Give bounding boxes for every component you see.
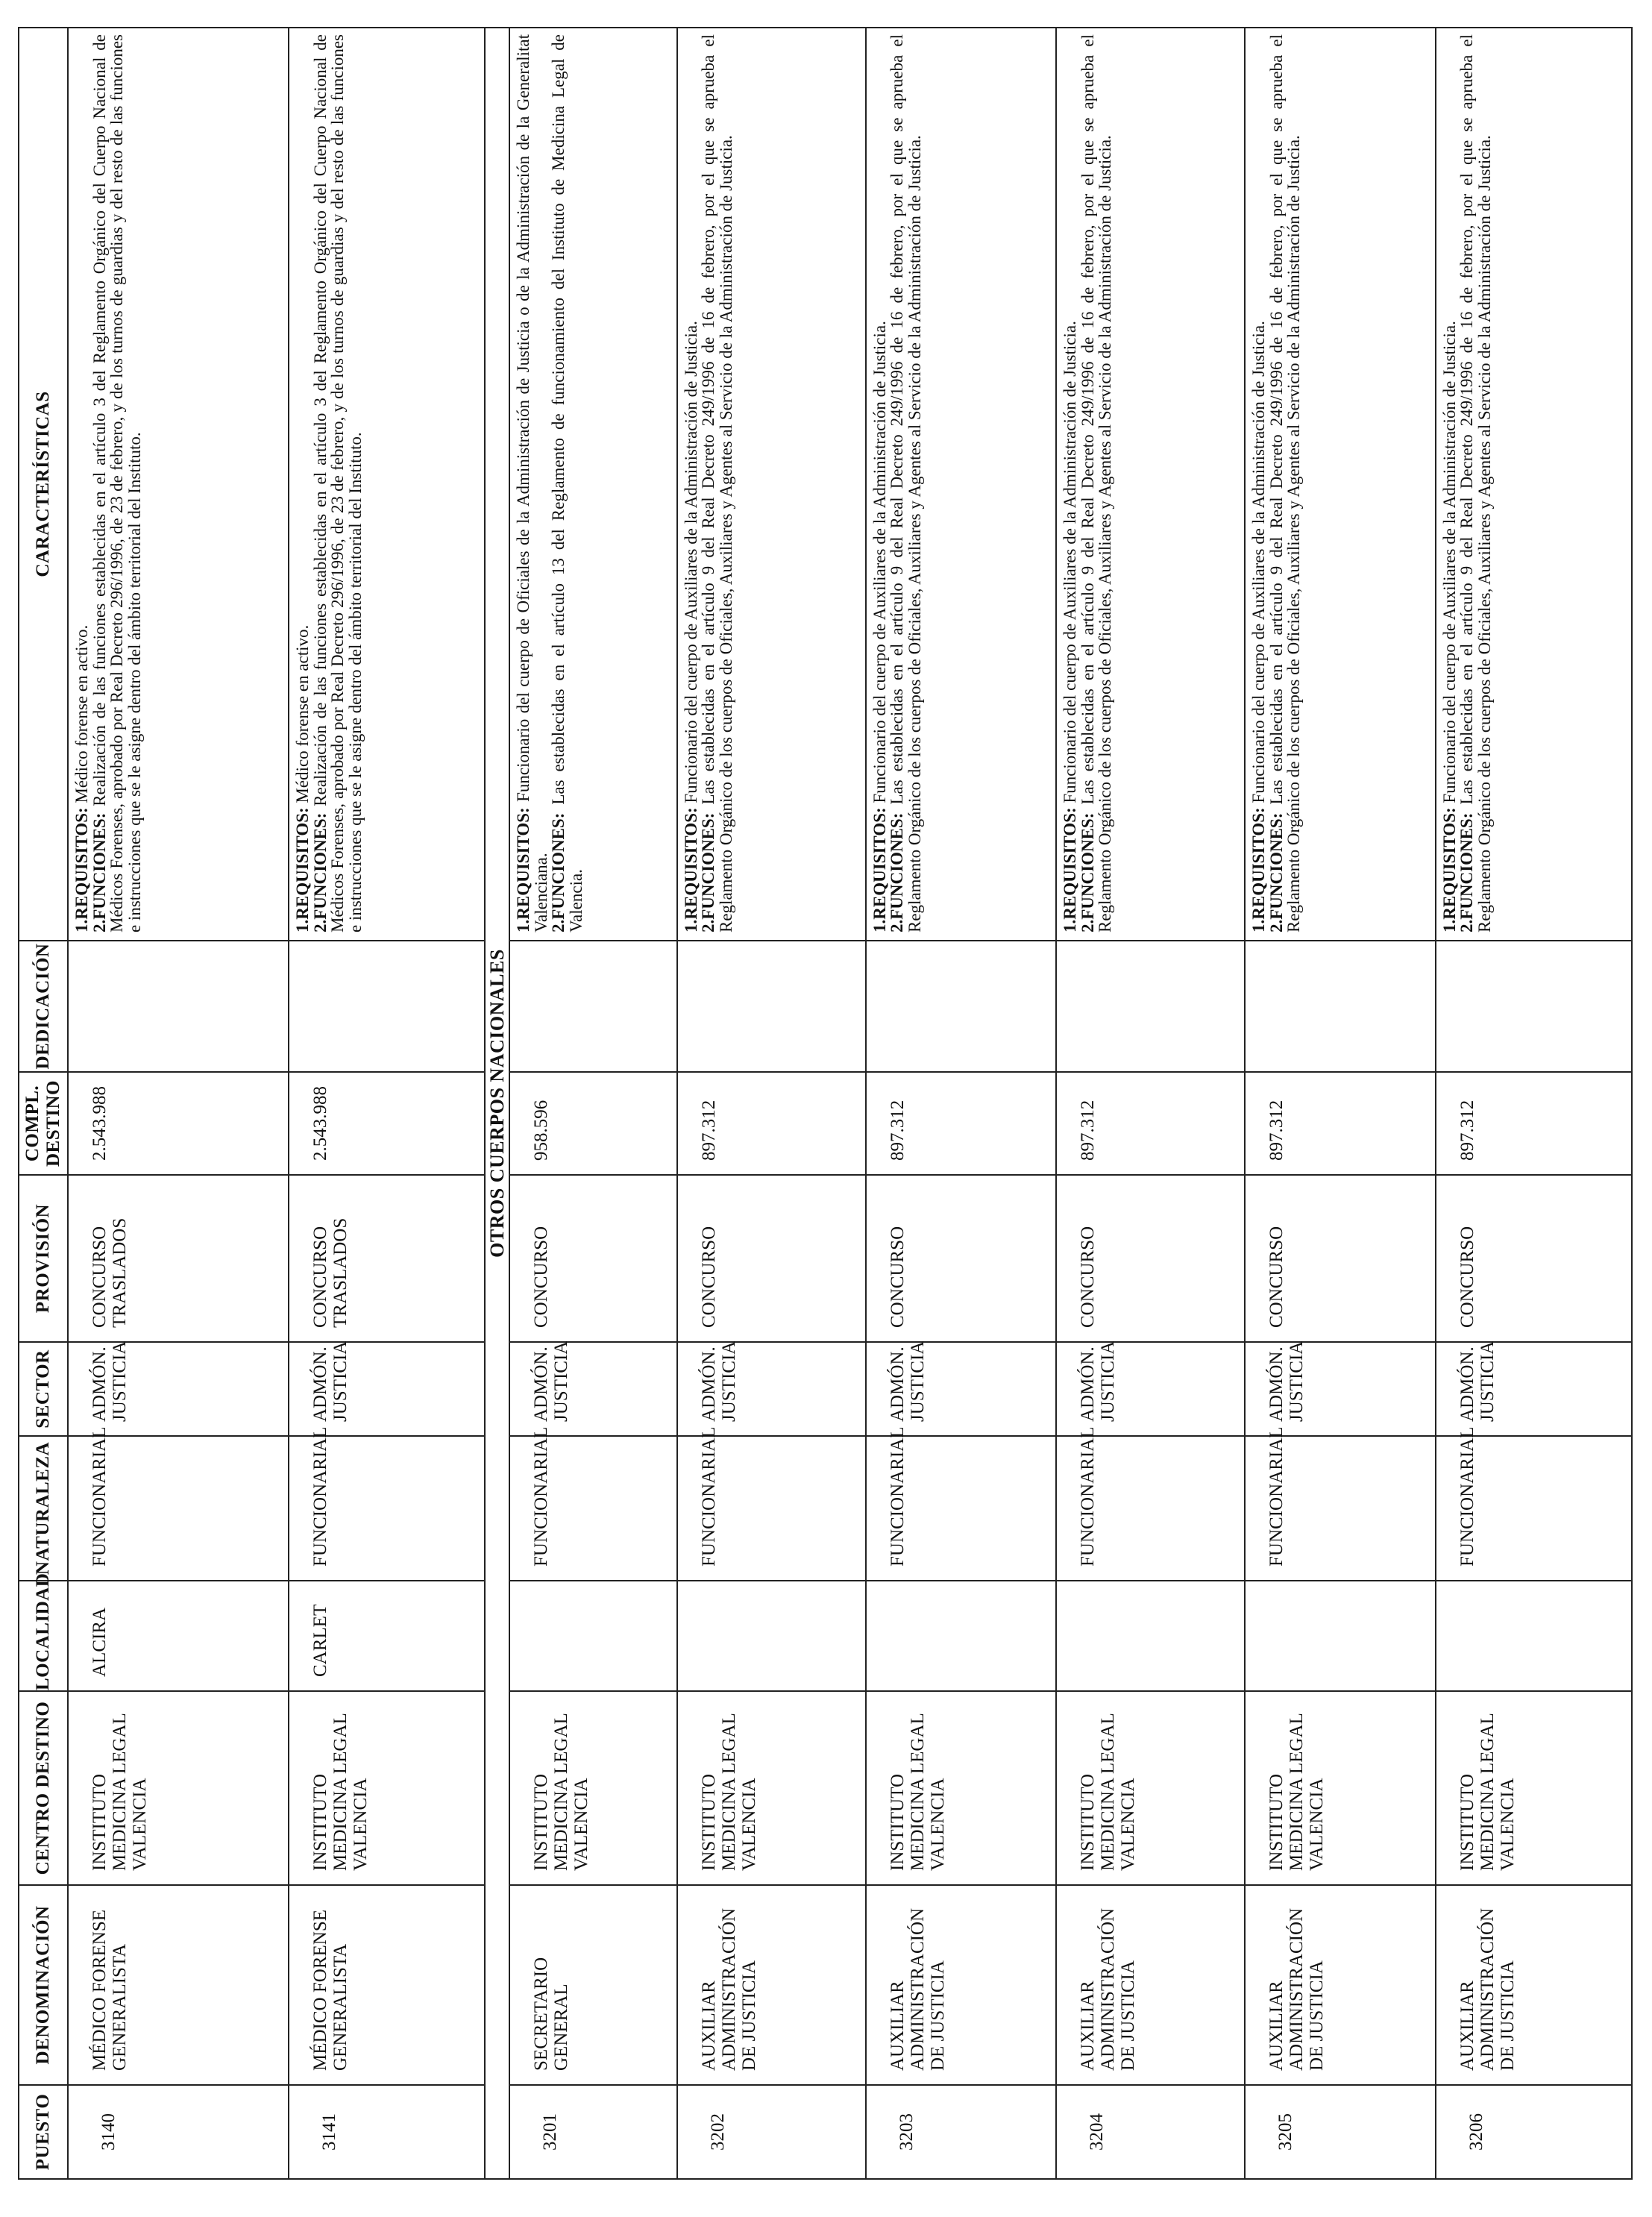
cell-localidad [1245,1581,1435,1691]
cell-dedicacion [509,941,677,1072]
requisitos-label: 1.REQUISITOS: [1439,807,1459,932]
cell-centro-destino: INSTITUTO MEDICINA LEGAL VALENCIA [1056,1691,1245,1885]
funciones-label: 2.FUNCIONES: [1266,812,1286,932]
table-row [1436,28,1632,2179]
funciones-label: 2.FUNCIONES: [1457,812,1477,932]
cell-denominacion: MÉDICO FORENSE GENERALISTA [68,1885,289,2085]
cell-naturaleza: FUNCIONARIAL [68,1436,289,1581]
header-dedicacion: DEDICACIÓN [19,941,68,1072]
cell-naturaleza: FUNCIONARIAL [289,1436,485,1581]
cell-compl-destino: 897.312 [1245,1072,1435,1175]
cell-localidad: CARLET [289,1581,485,1691]
cell-sector: ADMÓN. JUSTICIA [1056,1342,1245,1436]
requisitos-text: Médico forense en activo. [293,624,313,808]
requisitos-line [1441,34,1459,932]
cell-compl-destino: 958.596 [509,1072,677,1175]
funciones-label: 2.FUNCIONES: [549,812,568,932]
funciones-label: 2.FUNCIONES: [89,812,109,932]
header-centro-destino: CENTRO DESTINO [19,1691,68,1885]
header-denominacion: DENOMINACIÓN [19,1885,68,2085]
requisitos-label: 1.REQUISITOS: [870,807,889,932]
cell-puesto: 3206 [1436,2085,1632,2179]
cell-sector: ADMÓN. JUSTICIA [68,1342,289,1436]
cell-puesto: 3203 [866,2085,1056,2179]
cell-caracteristicas [1245,28,1435,941]
requisitos-line [1250,34,1268,932]
cell-dedicacion [1436,941,1632,1072]
cell-puesto: 3205 [1245,2085,1435,2179]
cell-naturaleza: FUNCIONARIAL [1245,1436,1435,1581]
funciones-line [700,34,735,932]
header-row [19,28,68,2179]
funciones-line [312,34,365,932]
cell-puesto: 3204 [1056,2085,1245,2179]
table-row [677,28,866,2179]
cell-caracteristicas [1056,28,1245,941]
cell-caracteristicas [1436,28,1632,941]
cell-caracteristicas [866,28,1056,941]
cell-puesto: 3202 [677,2085,866,2179]
cell-provision: CONCURSO [509,1175,677,1342]
funciones-line [1268,34,1303,932]
cell-naturaleza: FUNCIONARIAL [1436,1436,1632,1581]
cell-dedicacion [677,941,866,1072]
header-provision: PROVISIÓN [19,1175,68,1342]
cell-centro-destino: INSTITUTO MEDICINA LEGAL VALENCIA [1245,1691,1435,1885]
requisitos-text: Funcionario del cuerpo de Oficiales de la Administración de Justicia o de la Administración de la Generalitat Valenciana. [514,34,550,932]
table-row [289,28,485,2179]
requisitos-text: Funcionario del cuerpo de Auxiliares de la Administración de Justicia. [1249,321,1269,808]
funciones-line [550,34,585,932]
cell-dedicacion [1245,941,1435,1072]
cell-denominacion: AUXILIAR ADMINISTRACIÓN DE JUSTICIA [1056,1885,1245,2085]
cell-naturaleza: FUNCIONARIAL [677,1436,866,1581]
requisitos-text: Funcionario del cuerpo de Auxiliares de la Administración de Justicia. [681,321,700,808]
cell-compl-destino: 897.312 [866,1072,1056,1175]
cell-centro-destino: INSTITUTO MEDICINA LEGAL VALENCIA [866,1691,1056,1885]
funciones-text: Las establecidas en el artículo 9 del Real Decreto 249/1996 de 16 de febrero, por el que se aprueba el Reglamento Orgánico de los cuerpos de Oficiales, Auxiliares y Agentes al Servicio de la Administración de Justicia. [1266,34,1304,932]
cell-puesto: 3201 [509,2085,677,2179]
table-body [68,28,1632,2179]
cell-naturaleza: FUNCIONARIAL [509,1436,677,1581]
cell-localidad [866,1581,1056,1691]
header-localidad: LOCALIDAD [19,1581,68,1691]
table-row [509,28,677,2179]
requisitos-line [73,34,91,932]
section-label: OTROS CUERPOS NACIONALES [485,28,509,2179]
funciones-text: Realización de las funciones establecidas en el artículo 3 del Reglamento Orgánico del Cuerpo Nacional de Médicos Forenses, aprobado por Real Decreto 296/1996, de 23 de febrero, y de los turnos de guardias y del resto de las funciones e instrucciones que se le asigne dentro del ámbito territorial del Instituto. [89,34,144,932]
cell-denominacion: AUXILIAR ADMINISTRACIÓN DE JUSTICIA [866,1885,1056,2085]
requisitos-text: Funcionario del cuerpo de Auxiliares de la Administración de Justicia. [1439,321,1459,808]
cell-caracteristicas [289,28,485,941]
requisitos-label: 1.REQUISITOS: [681,807,700,932]
cell-compl-destino: 2.543.988 [68,1072,289,1175]
requisitos-line [871,34,889,932]
funciones-label: 2.FUNCIONES: [1078,812,1097,932]
cell-sector: ADMÓN. JUSTICIA [1436,1342,1632,1436]
requisitos-label: 1.REQUISITOS: [514,807,533,932]
cell-localidad [677,1581,866,1691]
requisitos-text: Médico forense en activo. [72,624,91,808]
cell-provision: CONCURSO TRASLADOS [289,1175,485,1342]
requisitos-label: 1.REQUISITOS: [1249,807,1269,932]
cell-caracteristicas [68,28,289,941]
funciones-text: Las establecidas en el artículo 9 del Real Decreto 249/1996 de 16 de febrero, por el que se aprueba el Reglamento Orgánico de los cuerpos de Oficiales, Auxiliares y Agentes al Servicio de la Administración de Justicia. [888,34,924,932]
cell-centro-destino: INSTITUTO MEDICINA LEGAL VALENCIA [68,1691,289,1885]
cell-centro-destino: INSTITUTO MEDICINA LEGAL VALENCIA [289,1691,485,1885]
funciones-line [91,34,144,932]
cell-dedicacion [68,941,289,1072]
cell-denominacion: SECRETARIO GENERAL [509,1885,677,2085]
cell-puesto: 3141 [289,2085,485,2179]
cell-naturaleza: FUNCIONARIAL [866,1436,1056,1581]
cell-centro-destino: INSTITUTO MEDICINA LEGAL VALENCIA [509,1691,677,1885]
header-naturaleza: NATURALEZA [19,1436,68,1581]
cell-localidad: ALCIRA [68,1581,289,1691]
cell-puesto: 3140 [68,2085,289,2179]
funciones-text: Realización de las funciones establecidas en el artículo 3 del Reglamento Orgánico del Cuerpo Nacional de Médicos Forenses, aprobado por Real Decreto 296/1996, de 23 de febrero, y de los turnos de guardias y del resto de las funciones e instrucciones que se le asigne dentro del ámbito territorial del Instituto. [310,34,365,932]
cell-provision: CONCURSO TRASLADOS [68,1175,289,1342]
requisitos-label: 1.REQUISITOS: [1061,807,1080,932]
cell-caracteristicas [677,28,866,941]
cell-sector: ADMÓN. JUSTICIA [509,1342,677,1436]
cell-localidad [1056,1581,1245,1691]
section-row [485,28,509,2179]
cell-provision: CONCURSO [1245,1175,1435,1342]
header-sector: SECTOR [19,1342,68,1436]
requisitos-line [294,34,312,932]
cell-compl-destino: 2.543.988 [289,1072,485,1175]
funciones-text: Las establecidas en el artículo 9 del Real Decreto 249/1996 de 16 de febrero, por el que se aprueba el Reglamento Orgánico de los cuerpos de Oficiales, Auxiliares y Agentes al Servicio de la Administración de Justicia. [1078,34,1115,932]
cell-compl-destino: 897.312 [677,1072,866,1175]
funciones-text: Las establecidas en el artículo 9 del Real Decreto 249/1996 de 16 de febrero, por el que se aprueba el Reglamento Orgánico de los cuerpos de Oficiales, Auxiliares y Agentes al Servicio de la Administración de Justicia. [1457,34,1494,932]
cell-sector: ADMÓN. JUSTICIA [289,1342,485,1436]
cell-provision: CONCURSO [866,1175,1056,1342]
requisitos-label: 1.REQUISITOS: [72,807,91,932]
cell-naturaleza: FUNCIONARIAL [1056,1436,1245,1581]
funciones-label: 2.FUNCIONES: [888,812,907,932]
table-row [1056,28,1245,2179]
table-row [866,28,1056,2179]
cell-provision: CONCURSO [1436,1175,1632,1342]
cell-sector: ADMÓN. JUSTICIA [677,1342,866,1436]
cell-denominacion: AUXILIAR ADMINISTRACIÓN DE JUSTICIA [1245,1885,1435,2085]
funciones-line [1079,34,1114,932]
funciones-line [1458,34,1493,932]
cell-provision: CONCURSO [677,1175,866,1342]
requisitos-line [682,34,700,932]
cell-dedicacion [1056,941,1245,1072]
funciones-label: 2.FUNCIONES: [310,812,330,932]
cell-denominacion: AUXILIAR ADMINISTRACIÓN DE JUSTICIA [677,1885,866,2085]
cell-provision: CONCURSO [1056,1175,1245,1342]
table-row [68,28,289,2179]
table-row [1245,28,1435,2179]
requisitos-line [515,34,550,932]
requisitos-text: Funcionario del cuerpo de Auxiliares de la Administración de Justicia. [870,321,889,808]
funciones-text: Las establecidas en el artículo 13 del Reglamento de funcionamiento del Instituto de Medicina Legal de Valencia. [549,34,585,932]
requisitos-line [1061,34,1079,932]
cell-caracteristicas [509,28,677,941]
funciones-label: 2.FUNCIONES: [699,812,718,932]
cell-dedicacion [866,941,1056,1072]
positions-table [18,27,1633,2180]
requisitos-text: Funcionario del cuerpo de Auxiliares de la Administración de Justicia. [1061,321,1080,808]
header-compl-destino: COMPL. DESTINO [19,1072,68,1175]
cell-localidad [1436,1581,1632,1691]
cell-dedicacion [289,941,485,1072]
cell-sector: ADMÓN. JUSTICIA [1245,1342,1435,1436]
cell-sector: ADMÓN. JUSTICIA [866,1342,1056,1436]
cell-localidad [509,1581,677,1691]
funciones-text: Las establecidas en el artículo 9 del Real Decreto 249/1996 de 16 de febrero, por el que se aprueba el Reglamento Orgánico de los cuerpos de Oficiales, Auxiliares y Agentes al Servicio de la Administración de Justicia. [699,34,735,932]
cell-compl-destino: 897.312 [1436,1072,1632,1175]
cell-denominacion: MÉDICO FORENSE GENERALISTA [289,1885,485,2085]
cell-centro-destino: INSTITUTO MEDICINA LEGAL VALENCIA [1436,1691,1632,1885]
funciones-line [888,34,923,932]
cell-compl-destino: 897.312 [1056,1072,1245,1175]
cell-denominacion: AUXILIAR ADMINISTRACIÓN DE JUSTICIA [1436,1885,1632,2085]
cell-centro-destino: INSTITUTO MEDICINA LEGAL VALENCIA [677,1691,866,1885]
header-caracteristicas: CARACTERÍSTICAS [19,28,68,941]
requisitos-label: 1.REQUISITOS: [293,807,313,932]
header-puesto: PUESTO [19,2085,68,2179]
